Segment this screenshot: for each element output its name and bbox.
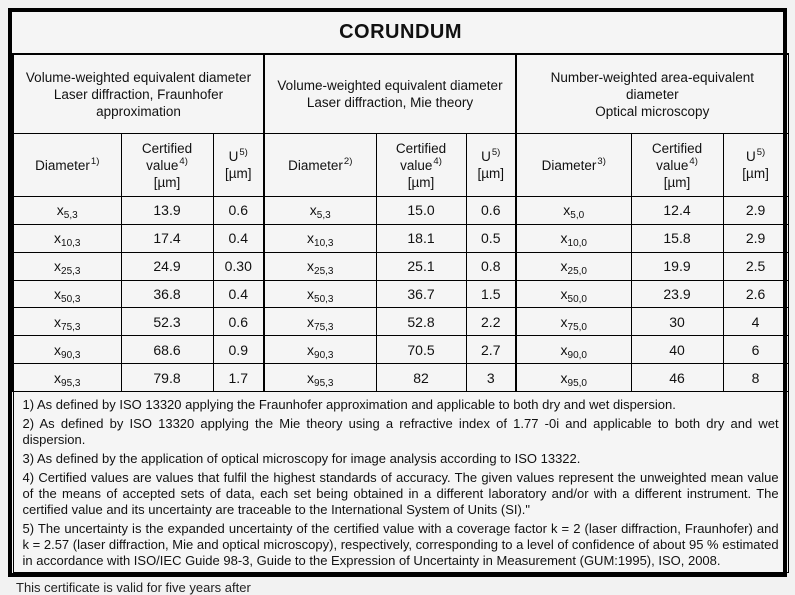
- diameter-cell: $x_{10,0}$: [516, 224, 631, 252]
- column-header-row: [13, 134, 788, 197]
- diameter-cell: $x_{25,3}$: [13, 252, 121, 280]
- unit-label: [µm]: [407, 174, 435, 190]
- diameter-cell: $x_{25,0}$: [516, 252, 631, 280]
- uncertainty-cell: 0.5: [466, 224, 516, 252]
- table-row: [13, 308, 788, 336]
- certified-value-cell: 36.8: [121, 280, 213, 308]
- footnote: [23, 451, 779, 467]
- certified-value-cell: 23.9: [631, 280, 723, 308]
- certified-value-cell: 40: [631, 336, 723, 364]
- diameter-cell: $x_{10,3}$: [264, 224, 376, 252]
- group-header-fraunhofer: [13, 54, 264, 134]
- footnote: [23, 470, 779, 518]
- certified-value-cell: 12.4: [631, 197, 723, 225]
- table-row: [13, 224, 788, 252]
- group-header-row: [13, 54, 788, 134]
- unit-label: [µm]: [153, 174, 181, 190]
- footnote-text: As defined by ISO 13320 applying the Fraunhofer approximation and applicable to both dry and wet dispersion.: [36, 397, 676, 412]
- group-header-line: Volume-weighted equivalent diameter: [25, 69, 252, 85]
- footnote-number: 4): [22, 470, 35, 485]
- footnote-number: 2): [22, 416, 35, 431]
- uncertainty-cell: 0.30: [213, 252, 264, 280]
- certified-value-header: Certified value$^{4)}$ [µm]: [631, 134, 723, 197]
- uncertainty-header: $U^{5)}$ [µm]: [723, 134, 788, 197]
- footnote-ref: 5): [239, 147, 248, 158]
- certified-value-cell: 15.8: [631, 224, 723, 252]
- table-row: [13, 336, 788, 364]
- certified-value-cell: 19.9: [631, 252, 723, 280]
- table-row: [13, 252, 788, 280]
- group-header-line: Volume-weighted equivalent diameter: [277, 78, 503, 93]
- uncertainty-cell: 1.5: [466, 280, 516, 308]
- diameter-cell: $x_{95,3}$: [264, 364, 376, 392]
- uncertainty-cell: 0.6: [466, 197, 516, 225]
- certified-value-cell: 30: [631, 308, 723, 336]
- diameter-cell: $x_{90,0}$: [516, 336, 631, 364]
- footnote-ref: 4): [433, 155, 442, 167]
- certificate-sheet: [8, 8, 787, 577]
- certified-value-cell: 70.5: [376, 336, 466, 364]
- footnote-ref: 3): [597, 155, 606, 167]
- footnote-text: As defined by the application of optical microscopy for image analysis according to ISO 13322.: [36, 451, 581, 466]
- certificate-table: [12, 12, 789, 573]
- diameter-cell: $x_{5,0}$: [516, 197, 631, 225]
- uncertainty-cell: 6: [723, 336, 788, 364]
- unit-label: [µm]: [477, 166, 505, 181]
- table-row: [13, 280, 788, 308]
- uncertainty-cell: 4: [723, 308, 788, 336]
- footnote-ref: 5): [756, 147, 766, 158]
- certified-value-cell: 13.9: [121, 197, 213, 225]
- certified-value-header: Certified value$^{4)}$ [µm]: [376, 134, 466, 197]
- uncertainty-cell: 0.6: [213, 197, 264, 225]
- diameter-cell: $x_{90,3}$: [13, 336, 121, 364]
- unit-label: [µm]: [742, 166, 769, 181]
- footnote-text: The uncertainty is the expanded uncertainty of the certified value with a coverage factor k = 2 (laser diffraction, Fraunhofer) and k = 2.57 (laser diffraction, Mie and optical microscopy), respectively, corresponding to a level of confidence of about 95 % estimated in accordance with ISO/IEC Guide 98-3, Guide to the Expression of Uncertainty in Measurement (GUM:1995), ISO, 2008.: [22, 521, 779, 568]
- footnote: [23, 397, 779, 413]
- diameter-cell: $x_{50,3}$: [13, 280, 121, 308]
- uncertainty-header: $U^{5)}$ [µm]: [466, 134, 516, 197]
- footnote: [23, 521, 779, 569]
- certified-value-cell: 25.1: [376, 252, 466, 280]
- certified-value-cell: 52.8: [376, 308, 466, 336]
- uncertainty-header: $U^{5)}$ [µm]: [213, 134, 264, 197]
- uncertainty-cell: 3: [466, 364, 516, 392]
- uncertainty-cell: 2.9: [723, 197, 788, 225]
- footnotes: [13, 392, 788, 573]
- group-header-mie: [264, 54, 516, 134]
- uncertainty-cell: 2.2: [466, 308, 516, 336]
- diameter-cell: $x_{50,3}$: [264, 280, 376, 308]
- footnote-text: Certified values are values that fulfil the highest standards of accuracy. The given values represent the unweighted mean value of the means of accepted sets of data, each set being obtained in a different laboratory and/or with a different instrument. The certified value and its uncertainty are traceable to the International System of Units (SI).": [22, 470, 779, 517]
- footnote: [23, 416, 779, 448]
- certified-value-cell: 17.4: [121, 224, 213, 252]
- uncertainty-cell: 2.9: [723, 224, 788, 252]
- footnote-ref: 4): [689, 155, 698, 167]
- certified-value-cell: 18.1: [376, 224, 466, 252]
- uncertainty-cell: 0.8: [466, 252, 516, 280]
- group-header-line: Number-weighted area-equivalent diameter: [550, 69, 754, 102]
- uncertainty-cell: 8: [723, 364, 788, 392]
- group-header-line: Laser diffraction, Mie theory: [306, 95, 474, 110]
- diameter-cell: $x_{90,3}$: [264, 336, 376, 364]
- footnote-number: 1): [22, 397, 35, 412]
- diameter-header: Diameter$^{2)}$: [264, 134, 376, 197]
- certified-value-cell: 24.9: [121, 252, 213, 280]
- certified-value-cell: 79.8: [121, 364, 213, 392]
- unit-label: [µm]: [224, 166, 252, 181]
- diameter-cell: $x_{95,0}$: [516, 364, 631, 392]
- footnote-ref: 2): [343, 155, 353, 167]
- diameter-cell: $x_{95,3}$: [13, 364, 121, 392]
- diameter-cell: $x_{75,0}$: [516, 308, 631, 336]
- uncertainty-cell: 0.4: [213, 224, 264, 252]
- uncertainty-cell: 0.9: [213, 336, 264, 364]
- footnote-number: 5): [22, 521, 35, 536]
- footnote-text: As defined by ISO 13320 applying the Mie theory using a refractive index of 1.77 -0i and applicable to both dry and wet dispersion.: [22, 416, 779, 447]
- certified-value-cell: 36.7: [376, 280, 466, 308]
- certified-value-cell: 46: [631, 364, 723, 392]
- uncertainty-cell: 2.5: [723, 252, 788, 280]
- uncertainty-cell: 1.7: [213, 364, 264, 392]
- uncertainty-cell: 0.4: [213, 280, 264, 308]
- group-header-line: Laser diffraction, Fraunhofer approximation: [53, 86, 224, 119]
- diameter-cell: $x_{50,0}$: [516, 280, 631, 308]
- page-title: CORUNDUM: [13, 12, 788, 54]
- diameter-header: Diameter$^{1)}$: [13, 134, 121, 197]
- group-header-optical: [516, 54, 788, 134]
- title-row: [13, 12, 788, 54]
- uncertainty-cell: 2.7: [466, 336, 516, 364]
- certified-value-cell: 82: [376, 364, 466, 392]
- footnote-ref: 4): [179, 155, 188, 167]
- bottom-note: This certificate is valid for five years after: [16, 580, 251, 595]
- table-row: [13, 364, 788, 392]
- diameter-cell: $x_{75,3}$: [264, 308, 376, 336]
- footnotes-row: [13, 392, 788, 573]
- diameter-cell: $x_{75,3}$: [13, 308, 121, 336]
- diameter-cell: $x_{10,3}$: [13, 224, 121, 252]
- uncertainty-cell: 0.6: [213, 308, 264, 336]
- certified-value-cell: 52.3: [121, 308, 213, 336]
- footnote-number: 3): [22, 451, 35, 466]
- certified-value-header: Certified value$^{4)}$ [µm]: [121, 134, 213, 197]
- group-header-line: Optical microscopy: [595, 103, 710, 119]
- diameter-cell: $x_{25,3}$: [264, 252, 376, 280]
- diameter-cell: $x_{5,3}$: [13, 197, 121, 225]
- uncertainty-cell: 2.6: [723, 280, 788, 308]
- certified-value-cell: 68.6: [121, 336, 213, 364]
- table-row: [13, 197, 788, 225]
- certified-value-cell: 15.0: [376, 197, 466, 225]
- diameter-cell: $x_{5,3}$: [264, 197, 376, 225]
- footnote-ref: 5): [491, 147, 501, 158]
- unit-label: [µm]: [663, 174, 691, 190]
- footnote-ref: 1): [90, 155, 100, 167]
- diameter-header: Diameter$^{3)}$: [516, 134, 631, 197]
